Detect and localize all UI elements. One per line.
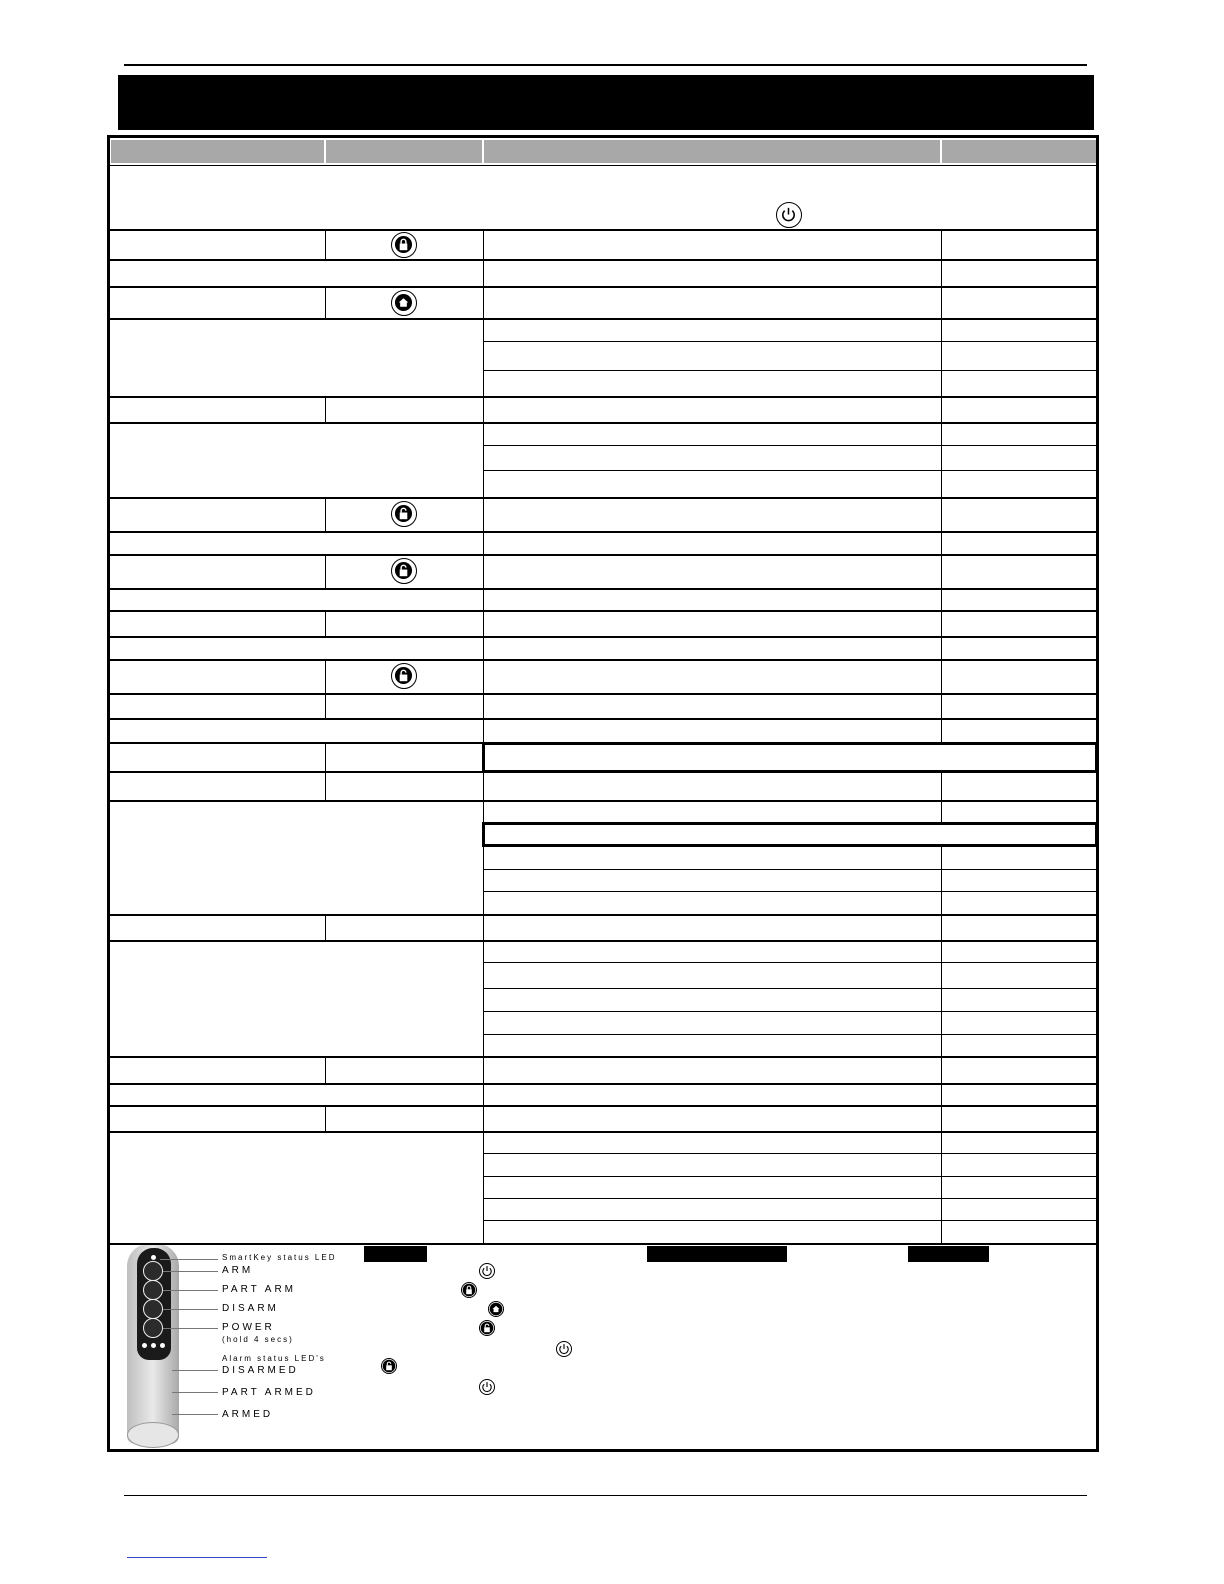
legend-armed: ARMED [222, 1409, 274, 1420]
row-rule [110, 1131, 1097, 1133]
row-rule [110, 940, 1097, 942]
row-rule [483, 1198, 1097, 1199]
leader-line [163, 1271, 218, 1272]
fob-power-button [143, 1318, 163, 1338]
row-rule [483, 846, 1097, 847]
title-bar [118, 75, 1094, 130]
row-rule [110, 1056, 1097, 1058]
column-rule [325, 1105, 326, 1131]
alarm-led-part-armed [151, 1343, 156, 1348]
row-rule [483, 445, 1097, 446]
column-rule [941, 771, 942, 822]
status-led [151, 1255, 156, 1260]
row-rule [483, 1220, 1097, 1221]
column-rule [325, 497, 326, 531]
redacted-heading [908, 1246, 989, 1262]
lock-open-icon [391, 558, 417, 584]
power-icon [776, 202, 802, 228]
row-rule [110, 396, 1097, 398]
legend-power: POWER [222, 1322, 275, 1333]
lock-closed-icon [461, 1282, 477, 1298]
column-header-3 [484, 140, 940, 163]
legend-part-armed: PART ARMED [222, 1387, 316, 1398]
leader-line [163, 1309, 218, 1310]
redacted-heading [647, 1246, 787, 1262]
fob-part-arm-button [143, 1280, 163, 1300]
row-rule [110, 693, 1097, 695]
footer-link[interactable] [127, 1557, 267, 1558]
column-rule [325, 554, 326, 588]
redacted-heading [364, 1246, 427, 1262]
column-rule [325, 771, 326, 800]
house-icon [488, 1301, 504, 1317]
row-rule [483, 1034, 1097, 1035]
column-rule [325, 286, 326, 318]
house-icon [391, 290, 417, 316]
row-rule [110, 771, 1097, 773]
row-rule [110, 742, 1097, 744]
lock-open-icon [381, 1358, 397, 1374]
row-rule [483, 370, 1097, 371]
leader-line [160, 1259, 218, 1260]
leader-line [172, 1392, 218, 1393]
row-rule [483, 1011, 1097, 1012]
leader-line [172, 1414, 218, 1415]
legend-arm: ARM [222, 1265, 254, 1276]
row-rule [110, 800, 1097, 802]
legend-disarm: DISARM [222, 1303, 279, 1314]
leader-line [163, 1290, 218, 1291]
footer-rule [124, 1495, 1087, 1496]
row-rule [110, 422, 1097, 424]
row-rule [110, 554, 1097, 556]
row-rule [110, 636, 1097, 638]
column-rule [325, 396, 326, 422]
alarm-led-armed [160, 1343, 165, 1348]
row-rule [483, 341, 1097, 342]
leader-line [163, 1328, 218, 1329]
legend-part-arm: PART ARM [222, 1284, 297, 1295]
lock-open-icon [391, 501, 417, 527]
row-rule [483, 988, 1097, 989]
legend-alarm-leds: Alarm status LED's [222, 1354, 326, 1363]
column-rule [325, 742, 326, 771]
row-rule [110, 1083, 1097, 1085]
row-rule [110, 497, 1097, 499]
power-icon [479, 1263, 495, 1279]
row-rule [110, 610, 1097, 612]
row-rule [110, 718, 1097, 720]
power-icon [479, 1379, 495, 1395]
header-rule [124, 64, 1087, 66]
legend-power-hint: (hold 4 secs) [222, 1335, 294, 1344]
fob-arm-button [143, 1261, 163, 1281]
alarm-led-disarmed [142, 1343, 147, 1348]
column-rule [483, 229, 484, 1243]
lock-open-icon [479, 1320, 495, 1336]
leader-line [172, 1370, 218, 1371]
row-rule [483, 1153, 1097, 1154]
row-rule [483, 869, 1097, 870]
row-rule [110, 531, 1097, 533]
column-rule [941, 846, 942, 1243]
fob-end-cap [127, 1422, 179, 1448]
row-rule [110, 318, 1097, 320]
row-rule [483, 962, 1097, 963]
lock-open-icon [391, 663, 417, 689]
column-rule [325, 693, 326, 718]
column-rule [325, 659, 326, 693]
row-rule [110, 1243, 1097, 1245]
row-rule [483, 822, 1097, 823]
column-header-1 [111, 140, 324, 163]
row-rule [110, 914, 1097, 916]
column-rule [325, 229, 326, 259]
legend-status-led: SmartKey status LED [222, 1253, 337, 1262]
row-rule [110, 1105, 1097, 1107]
column-rule [325, 914, 326, 940]
column-rule [325, 610, 326, 636]
column-header-4 [942, 140, 1096, 163]
power-icon [556, 1341, 572, 1357]
column-rule [325, 1056, 326, 1083]
column-rule [941, 229, 942, 742]
highlight-box [482, 822, 1098, 847]
row-rule [110, 229, 1097, 231]
header-rule-line [110, 165, 1097, 166]
lock-closed-icon [391, 232, 417, 258]
row-rule [483, 1176, 1097, 1177]
highlight-box [482, 742, 1098, 773]
column-header-2 [326, 140, 482, 163]
row-rule [483, 891, 1097, 892]
fob-disarm-button [143, 1299, 163, 1319]
row-rule [110, 588, 1097, 590]
row-rule [483, 470, 1097, 471]
row-rule [110, 659, 1097, 661]
row-rule [110, 259, 1097, 261]
row-rule [110, 286, 1097, 288]
legend-disarmed: DISARMED [222, 1365, 299, 1376]
